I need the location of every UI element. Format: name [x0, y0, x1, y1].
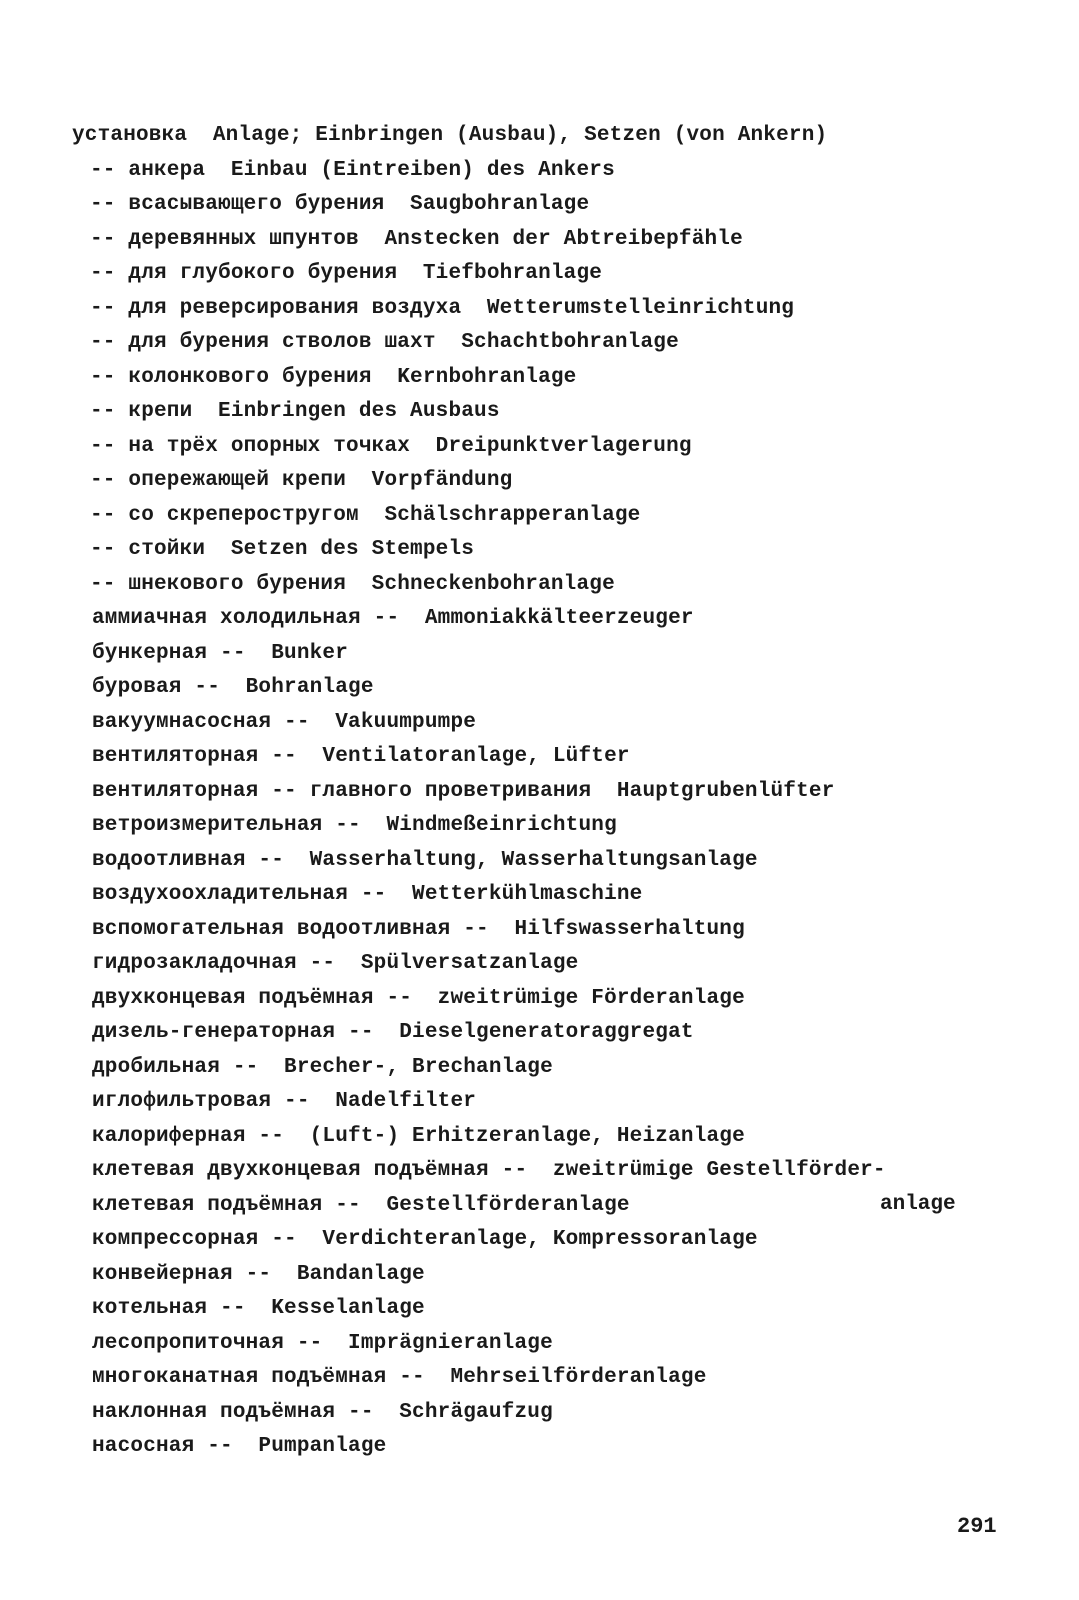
- entry-text: дробильная -- Brecher-, Brechanlage: [92, 1055, 553, 1079]
- entry-text: ветроизмерительная -- Windmeßeinrichtung: [92, 814, 617, 837]
- dictionary-entry: [0, 361, 1079, 396]
- entry-text: компрессорная -- Verdichteranlage, Kompressoranlage: [92, 1228, 758, 1251]
- entry-text: вентиляторная -- Ventilatoranlage, Lüfter: [92, 745, 630, 768]
- entry-text: -- всасывающего бурения Saugbohranlage: [90, 193, 590, 216]
- entry-text: клетевая подъёмная -- Gestellförderanlage: [92, 1193, 630, 1217]
- entry-text: -- шнекового бурения Schneckenbohranlage: [90, 572, 615, 596]
- entry-text: наклонная подъёмная -- Schrägaufzug: [92, 1400, 553, 1424]
- dictionary-entry: [0, 602, 1079, 637]
- entry-text: водоотливная -- Wasserhaltung, Wasserhaltungsanlage: [92, 848, 758, 872]
- dictionary-entry: [0, 395, 1079, 430]
- entry-list: [0, 119, 1079, 1465]
- dictionary-entry: [0, 913, 1079, 948]
- entry-text: -- для реверсирования воздуха Wetterumstelleinrichtung: [90, 296, 795, 320]
- entry-text: установка Anlage; Einbringen (Ausbau), Setzen (von Ankern): [72, 124, 828, 147]
- entry-text: -- для бурения стволов шахт Schachtbohranlage: [90, 331, 679, 354]
- entry-text: гидрозакладочная -- Spülversatzanlage: [92, 952, 579, 975]
- entry-text: котельная -- Kesselanlage: [92, 1297, 425, 1320]
- entry-text: -- колонкового бурения Kernbohranlage: [90, 365, 577, 389]
- entry-text: насосная -- Pumpanlage: [92, 1435, 387, 1458]
- dictionary-entry: [0, 1154, 1079, 1189]
- entry-text: конвейерная -- Bandanlage: [92, 1262, 425, 1286]
- dictionary-entry: [0, 326, 1079, 361]
- entry-text: лесопропиточная -- Imprägnieranlage: [92, 1331, 553, 1355]
- entry-text: дизель-генераторная -- Dieselgeneratoraggregat: [92, 1021, 694, 1044]
- dictionary-entry: [0, 1327, 1079, 1362]
- entry-text: иглофильтровая -- Nadelfilter: [92, 1090, 477, 1113]
- page-number: 291: [957, 1514, 997, 1539]
- dictionary-entry: [0, 499, 1079, 534]
- dictionary-entry: [0, 464, 1079, 499]
- dictionary-entry: [0, 809, 1079, 844]
- entry-text: -- со скреперостругом Schälschrapperanlage: [90, 503, 641, 527]
- entry-text: -- на трёх опорных точках Dreipunktverlagerung: [90, 434, 692, 458]
- dictionary-entry: [0, 1361, 1079, 1396]
- dictionary-entry: [0, 1016, 1079, 1051]
- entry-text: -- опережающей крепи Vorpfändung: [90, 469, 513, 492]
- entry-text: вакуумнасосная -- Vakuumpumpe: [92, 710, 477, 734]
- dictionary-entry: [0, 1085, 1079, 1120]
- dictionary-entry: [0, 119, 1079, 154]
- dictionary-entry: [0, 188, 1079, 223]
- dictionary-entry: [0, 1120, 1079, 1155]
- entry-text: клетевая двухконцевая подъёмная -- zweitrümige Gestellförder-: [92, 1159, 886, 1182]
- entry-text: вспомогательная водоотливная -- Hilfswasserhaltung: [92, 917, 745, 941]
- dictionary-entry: [0, 706, 1079, 741]
- entry-text: -- для глубокого бурения Tiefbohranlage: [90, 262, 603, 285]
- dictionary-entry: [0, 154, 1079, 189]
- dictionary-entry: [0, 671, 1079, 706]
- entry-text: -- анкера Einbau (Eintreiben) des Ankers: [90, 158, 615, 182]
- dictionary-entry: [0, 740, 1079, 775]
- entry-text: двухконцевая подъёмная -- zweitrümige Förderanlage: [92, 986, 745, 1010]
- dictionary-entry: [0, 1051, 1079, 1086]
- dictionary-entry: [0, 223, 1079, 258]
- dictionary-entry: [0, 1396, 1079, 1431]
- dictionary-entry: [0, 844, 1079, 879]
- dictionary-entry: [0, 1223, 1079, 1258]
- entry-text: многоканатная подъёмная -- Mehrseilförderanlage: [92, 1366, 707, 1389]
- entry-continuation: anlage: [880, 1193, 956, 1216]
- dictionary-entry: [0, 947, 1079, 982]
- entry-text: вентиляторная -- главного проветривания Hauptgrubenlüfter: [92, 779, 835, 803]
- dictionary-entry: [0, 982, 1079, 1017]
- dictionary-entry: [0, 257, 1079, 292]
- dictionary-entry: [0, 1292, 1079, 1327]
- entry-text: -- стойки Setzen des Stempels: [90, 538, 475, 561]
- dictionary-entry: [0, 292, 1079, 327]
- dictionary-entry: [0, 775, 1079, 810]
- entry-text: -- крепи Einbringen des Ausbaus: [90, 400, 500, 423]
- entry-text: бункерная -- Bunker: [92, 641, 349, 665]
- dictionary-entry: [0, 533, 1079, 568]
- dictionary-entry: [0, 430, 1079, 465]
- dictionary-entry: [0, 878, 1079, 913]
- dictionary-entry: [0, 568, 1079, 603]
- dictionary-entry: [0, 637, 1079, 672]
- entry-text: калориферная -- (Luft-) Erhitzeranlage, Heizanlage: [92, 1124, 745, 1148]
- entry-text: -- деревянных шпунтов Anstecken der Abtreibepfähle: [90, 227, 743, 251]
- entry-text: аммиачная холодильная -- Ammoniakkälteerzeuger: [92, 607, 694, 630]
- dictionary-entry: [0, 1430, 1079, 1465]
- dictionary-entry: [0, 1258, 1079, 1293]
- entry-text: буровая -- Bohranlage: [92, 676, 374, 699]
- entry-text: воздухоохладительная -- Wetterkühlmaschine: [92, 883, 643, 906]
